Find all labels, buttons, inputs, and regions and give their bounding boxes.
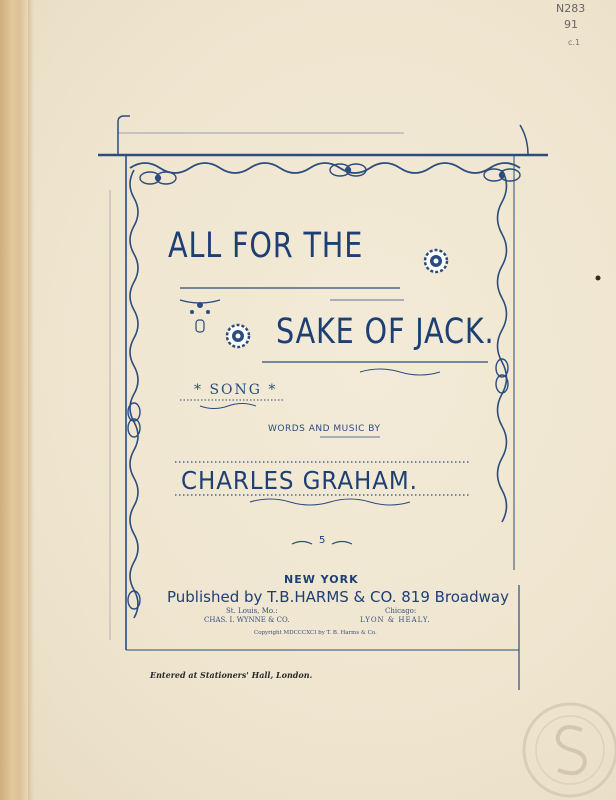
ribbon-top: [130, 163, 520, 173]
top-left-hook: [118, 116, 130, 155]
publisher-city: NEW YORK: [284, 573, 359, 586]
bow-top-left: [140, 172, 176, 184]
agent-right-name: LYON & HEALY.: [360, 616, 431, 624]
number-flourish-right: [332, 542, 352, 545]
title-line-1: ALL FOR THE: [168, 226, 364, 266]
agent-right-city: Chicago:: [385, 607, 417, 615]
agent-left-city: St. Louis, Mo.:: [226, 607, 278, 615]
archive-mark-1: N283: [556, 2, 586, 15]
copyright-line: Copyright MDCCCXCI by T. B. Harms & Co.: [254, 630, 377, 636]
song-flourish: [200, 404, 256, 409]
agent-left-name: CHAS. I. WYNNE & CO.: [204, 616, 290, 624]
title-line2-flourish: [360, 369, 440, 375]
archive-mark-2: 91: [564, 18, 578, 31]
title-line-2: SAKE OF JACK.: [276, 312, 495, 352]
number-flourish-left: [292, 542, 312, 545]
publisher-line: Published by T.B.HARMS & CO. 819 Broadway: [167, 588, 509, 606]
bow-top-right: [484, 169, 520, 181]
archive-mark-3: c.1: [568, 38, 581, 47]
composer-flourish: [250, 499, 410, 505]
rosette-left: [227, 325, 249, 347]
ribbon-right: [498, 170, 507, 522]
rosette-top: [425, 250, 447, 272]
composer-name: CHARLES GRAHAM.: [181, 466, 418, 495]
paper-spot: [596, 276, 601, 281]
embossed-stamp-letter: [558, 727, 585, 773]
credit-label: WORDS AND MUSIC BY: [268, 424, 381, 434]
ribbon-left: [130, 170, 138, 618]
edition-number: 5: [319, 535, 326, 546]
genre-label: * SONG *: [194, 382, 278, 398]
title-leaf-ornament: [190, 302, 210, 332]
stationers-hall-notice: Entered at Stationers' Hall, London.: [150, 670, 313, 680]
top-right-hook: [520, 125, 528, 155]
